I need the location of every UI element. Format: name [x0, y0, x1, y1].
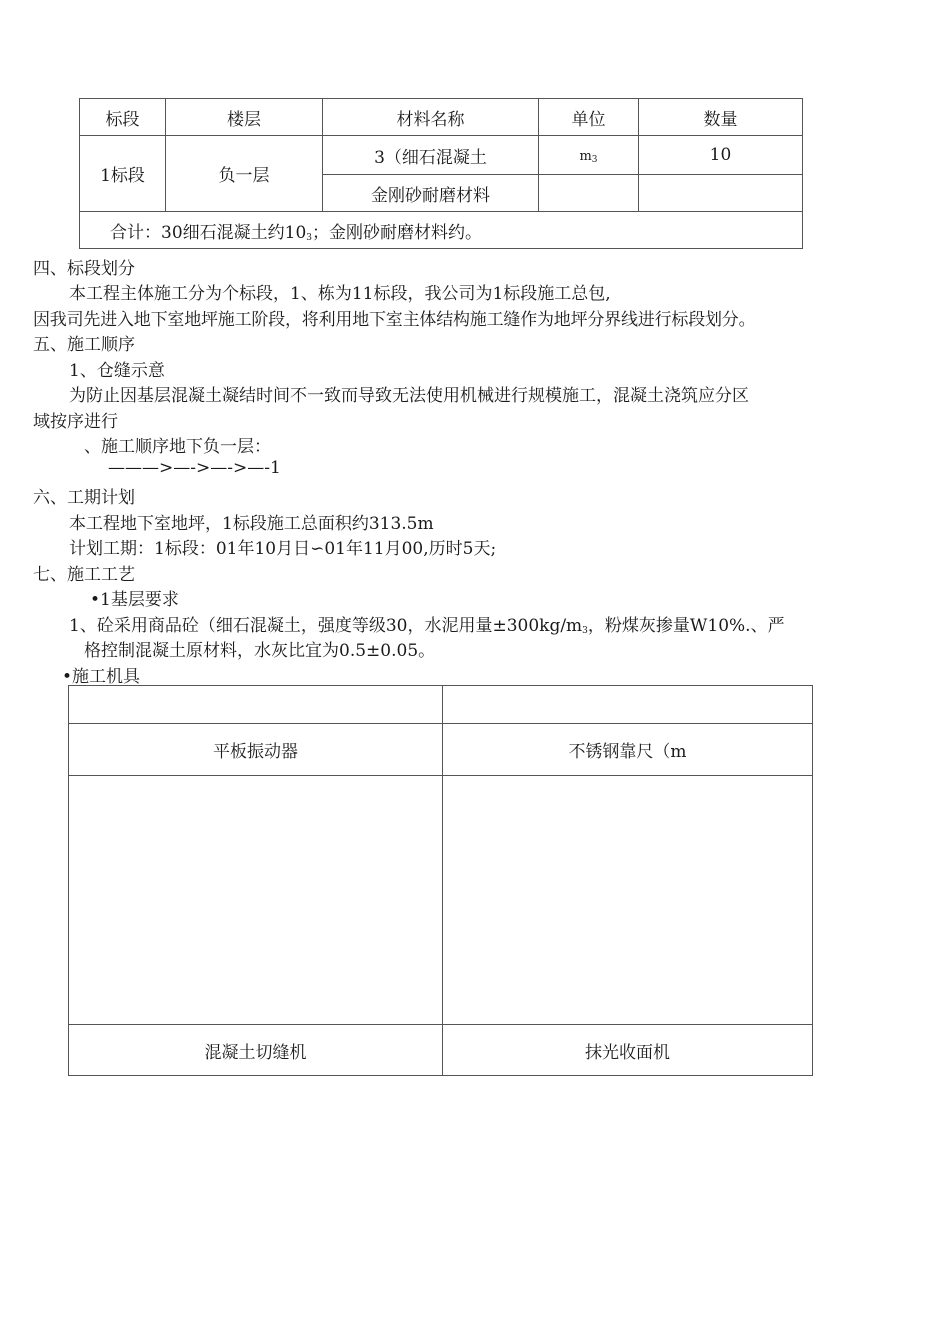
header-floor: 楼层 [166, 99, 323, 136]
cell-qty-2 [639, 175, 803, 212]
tool-image-left [69, 776, 443, 1025]
cell-qty-1: 10 [639, 136, 803, 175]
cell-section: 1标段 [80, 136, 166, 212]
tool-steel-ruler: 不锈钢靠尺（m [443, 724, 813, 776]
section-5-title: 五、施工顺序 [33, 335, 135, 355]
cell-unit-1 [539, 136, 639, 175]
total-row [80, 212, 803, 249]
section-5-sub-1: 1、仓缝示意 [69, 361, 165, 381]
section-6-title: 六、工期计划 [33, 488, 135, 508]
total-suffix: ；金刚砂耐磨材料约。 [312, 222, 482, 243]
tool-troweling-machine: 抹光收面机 [443, 1025, 813, 1076]
section-5-paragraph-1b: 域按序进行 [33, 412, 118, 432]
cell-unit-2 [539, 175, 639, 212]
s7-p1a-superscript: 3 [582, 626, 588, 636]
cell-floor: 负一层 [166, 136, 323, 212]
cell-material-2: 金刚砂耐磨材料 [323, 175, 539, 212]
total-superscript: 3 [306, 232, 312, 243]
header-section: 标段 [80, 99, 166, 136]
header-quantity: 数量 [639, 99, 803, 136]
section-7-paragraph-1b: 格控制混凝土原材料，水灰比宜为0.5±0.05。 [84, 641, 436, 661]
header-material-name: 材料名称 [323, 99, 539, 136]
tools-table [68, 685, 813, 1076]
unit-text: m [579, 149, 592, 164]
total-prefix: 合计：30细石混凝土约10 [110, 222, 307, 243]
section-4-paragraph-2: 因我司先进入地下室地坪施工阶段，将利用地下室主体结构施工缝作为地坪分界线进行标段划分。 [33, 310, 756, 330]
section-7-paragraph-1a [69, 611, 785, 636]
tool-cell-empty-1 [69, 686, 443, 724]
tool-concrete-cutter: 混凝土切缝机 [69, 1025, 443, 1076]
cell-material-1: 3（细石混凝土 [323, 136, 539, 175]
tool-plate-vibrator: 平板振动器 [69, 724, 443, 776]
section-7-sub-1: •1基层要求 [90, 590, 179, 610]
material-table [79, 98, 803, 249]
section-5-sub-2: 、施工顺序地下负一层： [84, 437, 271, 457]
construction-sequence: ———>—->—->—-1 [108, 458, 281, 478]
section-6-paragraph-1: 本工程地下室地坪，1标段施工总面积约313.5m [69, 514, 434, 534]
section-7-title: 七、施工工艺 [33, 565, 135, 585]
section-7-sub-2: •施工机具 [62, 667, 141, 687]
s7-p1a-end: ，粉煤灰掺量W10%.、严 [587, 616, 785, 636]
s7-p1a-text: 1、砼采用商品砼（细石混凝土，强度等级30，水泥用量±300kg/m [69, 616, 583, 636]
section-4-title: 四、标段划分 [33, 259, 135, 279]
tool-cell-empty-2 [443, 686, 813, 724]
section-4-paragraph-1: 本工程主体施工分为个标段，1、栋为11标段，我公司为1标段施工总包, [69, 284, 611, 304]
unit-superscript: 3 [591, 155, 598, 165]
section-5-paragraph-1a: 为防止因基层混凝土凝结时间不一致而导致无法使用机械进行规模施工，混凝土浇筑应分区 [69, 386, 749, 406]
tool-image-right [443, 776, 813, 1025]
header-unit: 单位 [539, 99, 639, 136]
section-6-paragraph-2: 计划工期：1标段：01年10月日∽01年11月00,历时5天; [69, 539, 497, 559]
